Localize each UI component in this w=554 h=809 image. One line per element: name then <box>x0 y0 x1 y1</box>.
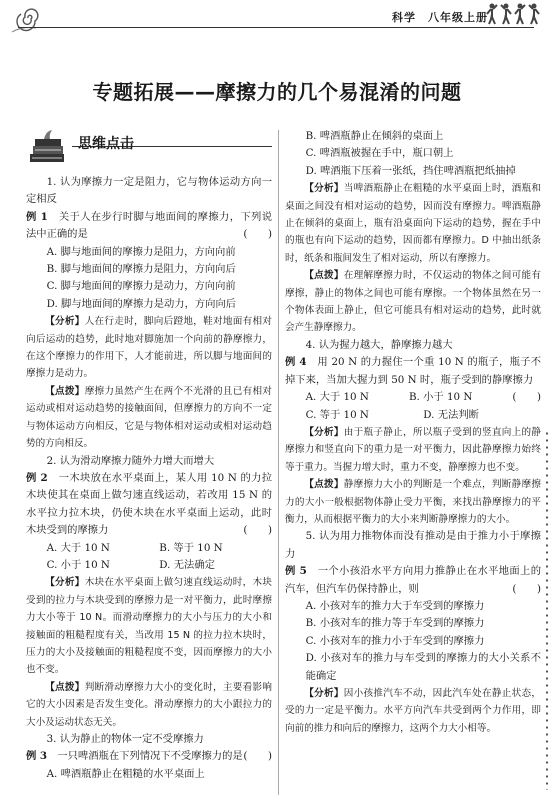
tip-tag: 【点拨】 <box>45 385 85 397</box>
tip-4 <box>285 476 541 528</box>
section-title: 思维点击 <box>78 136 134 152</box>
tip-tag: 【点拨】 <box>45 681 85 693</box>
option-b: B. 脚与地面间的摩擦力是阻力，方向向后 <box>46 263 236 276</box>
example-3-text: 一只啤酒瓶在下列情况下不受摩擦力的是 <box>57 750 243 763</box>
section-heading <box>26 128 272 168</box>
dancing-figures-icon <box>484 1 546 27</box>
analysis-text: 当啤酒瓶静止在粗糙的水平桌面上时，酒瓶和桌面之间没有相对运动的趋势，因而没有摩擦力。啤酒瓶静止在倾斜的桌面上，瓶有沿桌面向下运动的趋势，握在手中的瓶也有向下运动的趋势，因而都有摩擦力。D 中抽出纸条时，纸条和瓶间发生了相对运动，所以有摩擦力。 <box>285 183 542 264</box>
analysis-text: 木块在水平桌面上做匀速直线运动时，木块受到的拉力与木块受到的摩擦力是一对平衡力，此时摩擦力大小等于 10 N。而滑动摩擦力的大小与压力的大小和接触面的粗糙程度有关，当改用 15 N 的拉力拉木块时，压力的大小及接触面的粗糙程度不变，因而摩擦力的大小也不变。 <box>26 577 273 676</box>
option-c: C. 小于 10 N <box>46 558 110 571</box>
point-1: 1. 认为摩擦力一定是阻力，它与物体运动方向一定相反 <box>26 176 272 206</box>
option-c: C. 啤酒瓶被握在手中，瓶口朝上 <box>305 147 454 160</box>
example-4-text: 用 20 N 的力握住一个重 10 N 的瓶子，瓶子不掉下来，当加大握力到 50 N 时，瓶子受到的静摩擦力 <box>285 356 541 386</box>
tip-text: 摩擦力虽然产生在两个不光滑的且已有相对运动或相对运动趋势的接触面间，但摩擦力的方向不一定与物体运动方向相反，它是与物体相对运动或相对运动趋势的方向相反。 <box>26 385 273 450</box>
tip-3 <box>285 267 541 337</box>
analysis-text: 人在行走时，脚向后蹬地，鞋对地面有相对向后运动的趋势，此时地对脚施加一个向前的静摩擦力，在这个摩擦力的作用下，人才能前进，所以脚与地面间的摩擦力是动力。 <box>26 316 273 380</box>
option-a: A. 脚与地面间的摩擦力是阻力，方向向前 <box>46 245 236 258</box>
answer-bracket: ( ) <box>512 582 541 595</box>
example-5-text: 一个小孩沿水平方向用力推静止在水平地面上的汽车，但汽车仍保持静止，则 <box>285 565 542 595</box>
right-column <box>285 128 541 737</box>
example-2-text: 一木块放在水平桌面上，某人用 10 N 的力拉木块使其在桌面上做匀速直线运动，若改用 15 N 的水平拉力拉木块，仍使木块在水平桌面上运动，此时木块受到的摩擦力 <box>26 471 273 537</box>
tip-1 <box>26 383 272 453</box>
stacked-books-icon <box>26 128 70 168</box>
header-rule <box>18 27 534 28</box>
example-1 <box>26 209 272 244</box>
option-c: C. 小孩对车的推力小于车受到的摩擦力 <box>305 634 485 647</box>
option-b: B. 小孩对车的推力等于车受到的摩擦力 <box>305 617 485 630</box>
page-header <box>0 0 554 36</box>
left-column <box>26 128 272 783</box>
analysis-text: 由于瓶子静止，所以瓶子受到的竖直向上的静摩擦力和竖直向下的重力是一对平衡力，因此静摩擦力始终等于重力。当握力增大时，重力不变，静摩擦力也不变。 <box>285 426 542 473</box>
options-row <box>26 557 272 574</box>
tip-text: 在理解摩擦力时，不仅运动的物体之间可能有摩擦，静止的物体之间也可能有摩擦。一个物体虽然在另一个物体表面上静止，但它可能具有相对运动的趋势，此时就会产生静摩擦力。 <box>285 270 542 334</box>
header-subject: 科学 八年级上册 <box>392 11 488 24</box>
example-3 <box>26 748 272 765</box>
point-3: 3. 认为静止的物体一定不受摩擦力 <box>46 733 204 745</box>
options-row <box>285 389 512 406</box>
analysis-tag: 【分析】 <box>45 316 85 328</box>
analysis-2 <box>26 574 272 678</box>
point-5: 5. 认为用力推物体而没有推动是由于推力小于摩擦力 <box>285 530 541 560</box>
spiral-logo-icon <box>8 2 48 34</box>
analysis-text: 因小孩推汽车不动，因此汽车处在静止状态，受的力一定是平衡力。水平方向汽车共受到两个力作用，即向前的推力和向后的摩擦力，这两个力大小相等。 <box>285 688 542 734</box>
option-d: D. 无法判断 <box>423 408 479 421</box>
analysis-tag: 【分析】 <box>45 577 85 589</box>
options-row <box>285 407 541 424</box>
tip-text: 静摩擦力大小的判断是一个难点，判断静摩擦力的大小一般根据物体静止受力平衡，来找出静摩擦力的平衡力，从而根据平衡力的大小来判断静摩擦力的大小。 <box>285 479 542 525</box>
option-c: C. 等于 10 N <box>305 408 369 421</box>
option-a: A. 啤酒瓶静止在粗糙的水平桌面上 <box>46 767 205 780</box>
example-2-tag: 例 2 <box>26 471 48 484</box>
option-a: A. 小孩对车的推力大于车受到的摩擦力 <box>305 599 485 612</box>
example-5-tag: 例 5 <box>285 565 307 578</box>
tip-2 <box>26 679 272 731</box>
tip-tag: 【点拨】 <box>304 270 344 282</box>
option-b: B. 小于 10 N <box>408 391 473 404</box>
analysis-tag: 【分析】 <box>304 426 344 438</box>
analysis-tag: 【分析】 <box>304 183 344 195</box>
example-1-tag: 例 1 <box>26 210 48 223</box>
analysis-tag: 【分析】 <box>304 688 344 699</box>
analysis-3 <box>285 180 541 267</box>
dotted-margin-decoration <box>545 430 549 790</box>
tip-tag: 【点拨】 <box>304 479 344 491</box>
tip-text: 判断滑动摩擦力大小的变化时，主要看影响它的大小因素是否发生变化。滑动摩擦力的大小跟拉力的大小及运动状态无关。 <box>26 681 273 728</box>
example-2 <box>26 470 272 540</box>
options-row <box>26 540 272 557</box>
column-divider <box>278 130 279 795</box>
point-4: 4. 认为握力越大，静摩擦力越大 <box>305 338 453 351</box>
option-d: D. 无法确定 <box>159 558 215 571</box>
analysis-4 <box>285 424 541 476</box>
page-title: 专题拓展——摩擦力的几个易混淆的问题 <box>92 80 462 104</box>
example-1-text: 关于人在步行时脚与地面间的摩擦力，下列说法中正确的是 <box>26 210 273 241</box>
option-b: B. 等于 10 N <box>159 541 223 554</box>
answer-bracket: ( ) <box>243 750 272 763</box>
analysis-1 <box>26 313 272 383</box>
answer-bracket: ( ) <box>512 391 541 404</box>
option-d: D. 小孩对车的推力与车受到的摩擦力的大小关系不能确定 <box>305 652 541 682</box>
answer-bracket: ( ) <box>243 228 272 241</box>
example-5 <box>285 563 541 598</box>
option-d: D. 脚与地面间的摩擦力是动力，方向向后 <box>46 297 237 310</box>
point-2: 2. 认为滑动摩擦力随外力增大而增大 <box>46 454 215 467</box>
analysis-5 <box>285 685 541 737</box>
option-d: D. 啤酒瓶下压着一张纸，挡住啤酒瓶把纸抽掉 <box>305 164 516 177</box>
option-b: B. 啤酒瓶静止在倾斜的桌面上 <box>305 130 444 142</box>
example-4-tag: 例 4 <box>285 356 307 369</box>
example-3-tag: 例 3 <box>26 750 48 763</box>
option-a: A. 大于 10 N <box>46 541 110 554</box>
option-a: A. 大于 10 N <box>305 391 369 404</box>
option-c: C. 脚与地面间的摩擦力是动力，方向向前 <box>46 280 236 293</box>
answer-bracket: ( ) <box>243 524 272 537</box>
